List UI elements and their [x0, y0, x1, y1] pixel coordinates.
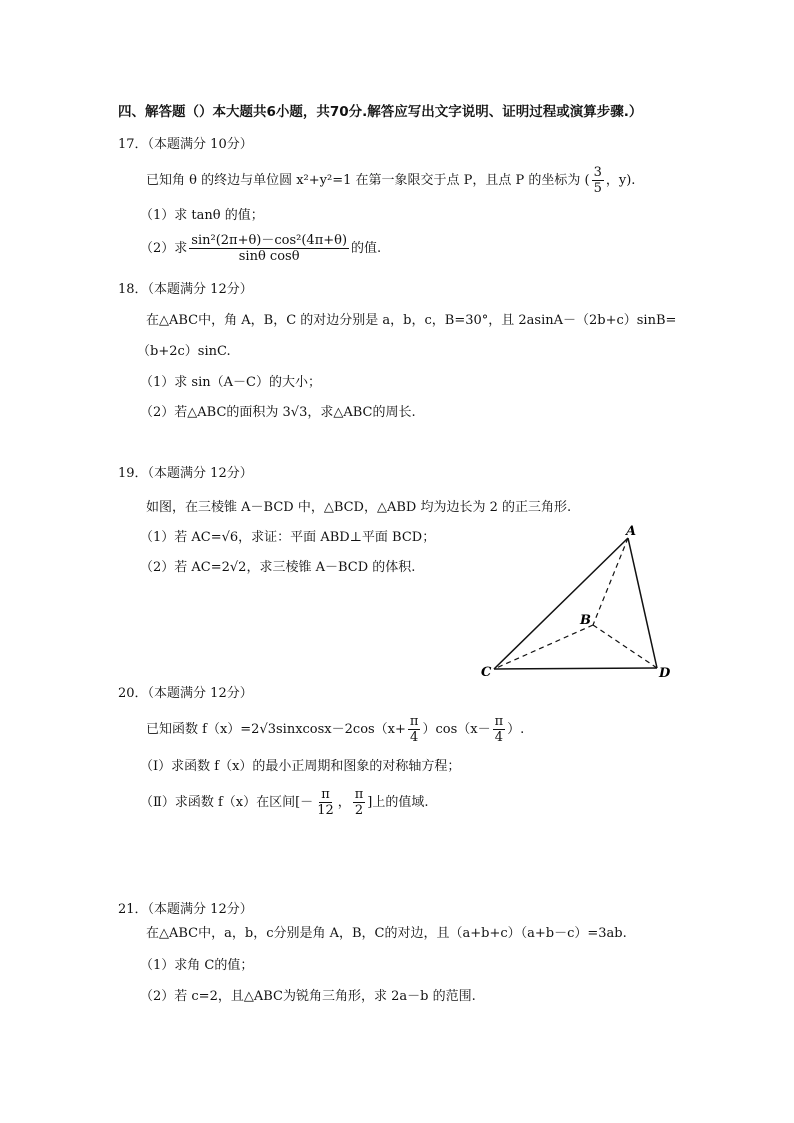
q19-title: 19．（本题满分 12分） [118, 466, 253, 481]
q20-part1: （Ⅰ）求函数 f（x）的最小正周期和图象的对称轴方程； [140, 759, 461, 774]
numerator: π [354, 787, 364, 802]
q17-stem-text: ，y). [605, 173, 636, 188]
q20-stem-text: 已知函数 f（x）=2√3sinxcosx－2cos（x+ [146, 722, 406, 737]
q17-title: 17．（本题满分 10分） [118, 137, 253, 152]
q18-part2: （2）若△ABC的面积为 3√3，求△ABC的周长. [140, 405, 416, 420]
q18-part1: （1）求 sin（A－C）的大小； [140, 375, 321, 390]
edge-bc [494, 625, 593, 669]
edge-ad [628, 538, 657, 668]
edge-bd [593, 625, 657, 668]
denominator: 2 [354, 803, 364, 818]
q18-stem-line2: （b+2c）sinC. [137, 344, 231, 359]
numerator: sin²(2π+θ)－cos²(4π+θ) [191, 233, 348, 248]
denominator: 5 [593, 181, 602, 196]
denominator: 12 [317, 803, 334, 818]
q21-part1: （1）求角 C的值； [140, 958, 254, 973]
q17-part1: （1）求 tanθ 的值； [140, 208, 264, 223]
q20-title: 20．（本题满分 12分） [118, 686, 253, 701]
section-header: 四、解答题（）本大题共6小题，共70分.解答应写出文字说明、证明过程或演算步骤.） [118, 104, 643, 120]
denominator: 4 [494, 730, 503, 745]
q21-title: 21．（本题满分 12分） [118, 902, 253, 917]
q19-part2: （2）若 AC=2√2，求三棱锥 A－BCD 的体积. [140, 560, 416, 575]
q17-part2-text: 的值. [351, 241, 382, 256]
fraction [315, 787, 336, 818]
fraction [493, 714, 506, 745]
q20-stem-text: ）cos（x－ [422, 722, 491, 737]
edge-cd [494, 668, 657, 669]
q20-part2-text: （Ⅱ）求函数 f（x）在区间[－ [140, 795, 314, 810]
fraction [408, 714, 421, 745]
q17-stem-text: 已知角 θ 的终边与单位圆 x²+y²=1 在第一象限交于点 P，且点 P 的坐标为 ( [146, 173, 590, 188]
q20-part2 [140, 787, 429, 819]
edge-ac [494, 538, 628, 669]
q20-stem [146, 714, 524, 746]
q20-stem-text: ）. [507, 722, 525, 737]
label-b: B [580, 613, 591, 628]
numerator: 3 [593, 165, 602, 180]
label-c: C [481, 665, 492, 680]
denominator: sinθ cosθ [238, 249, 300, 264]
q21-part2: （2）若 c=2，且△ABC为锐角三角形，求 2a－b 的范围. [140, 989, 476, 1004]
q19-stem: 如图，在三棱锥 A－BCD 中，△BCD，△ABD 均为边长为 2 的正三角形. [146, 500, 572, 515]
q20-part2-text: ]上的值域. [367, 795, 429, 810]
edge-ab [593, 538, 628, 625]
denominator: 4 [410, 730, 419, 745]
label-a: A [626, 524, 637, 539]
q17-part2-text: （2）求 [140, 241, 188, 256]
q18-title: 18．（本题满分 12分） [118, 282, 253, 297]
q18-stem-line1: 在△ABC中，角 A，B，C 的对边分别是 a，b，c，B=30°，且 2asinA－（2b+c）sinB= [146, 313, 677, 328]
numerator: π [494, 714, 504, 729]
fraction [353, 787, 366, 818]
numerator: π [409, 714, 419, 729]
label-d: D [659, 666, 671, 681]
q20-part2-text: ， [337, 795, 351, 810]
q21-stem: 在△ABC中，a，b，c分别是角 A，B，C的对边，且（a+b+c）（a+b－c）=3ab. [146, 926, 627, 941]
q19-part1: （1）若 AC=√6，求证：平面 ABD⊥平面 BCD； [140, 530, 436, 545]
numerator: π [321, 787, 330, 802]
